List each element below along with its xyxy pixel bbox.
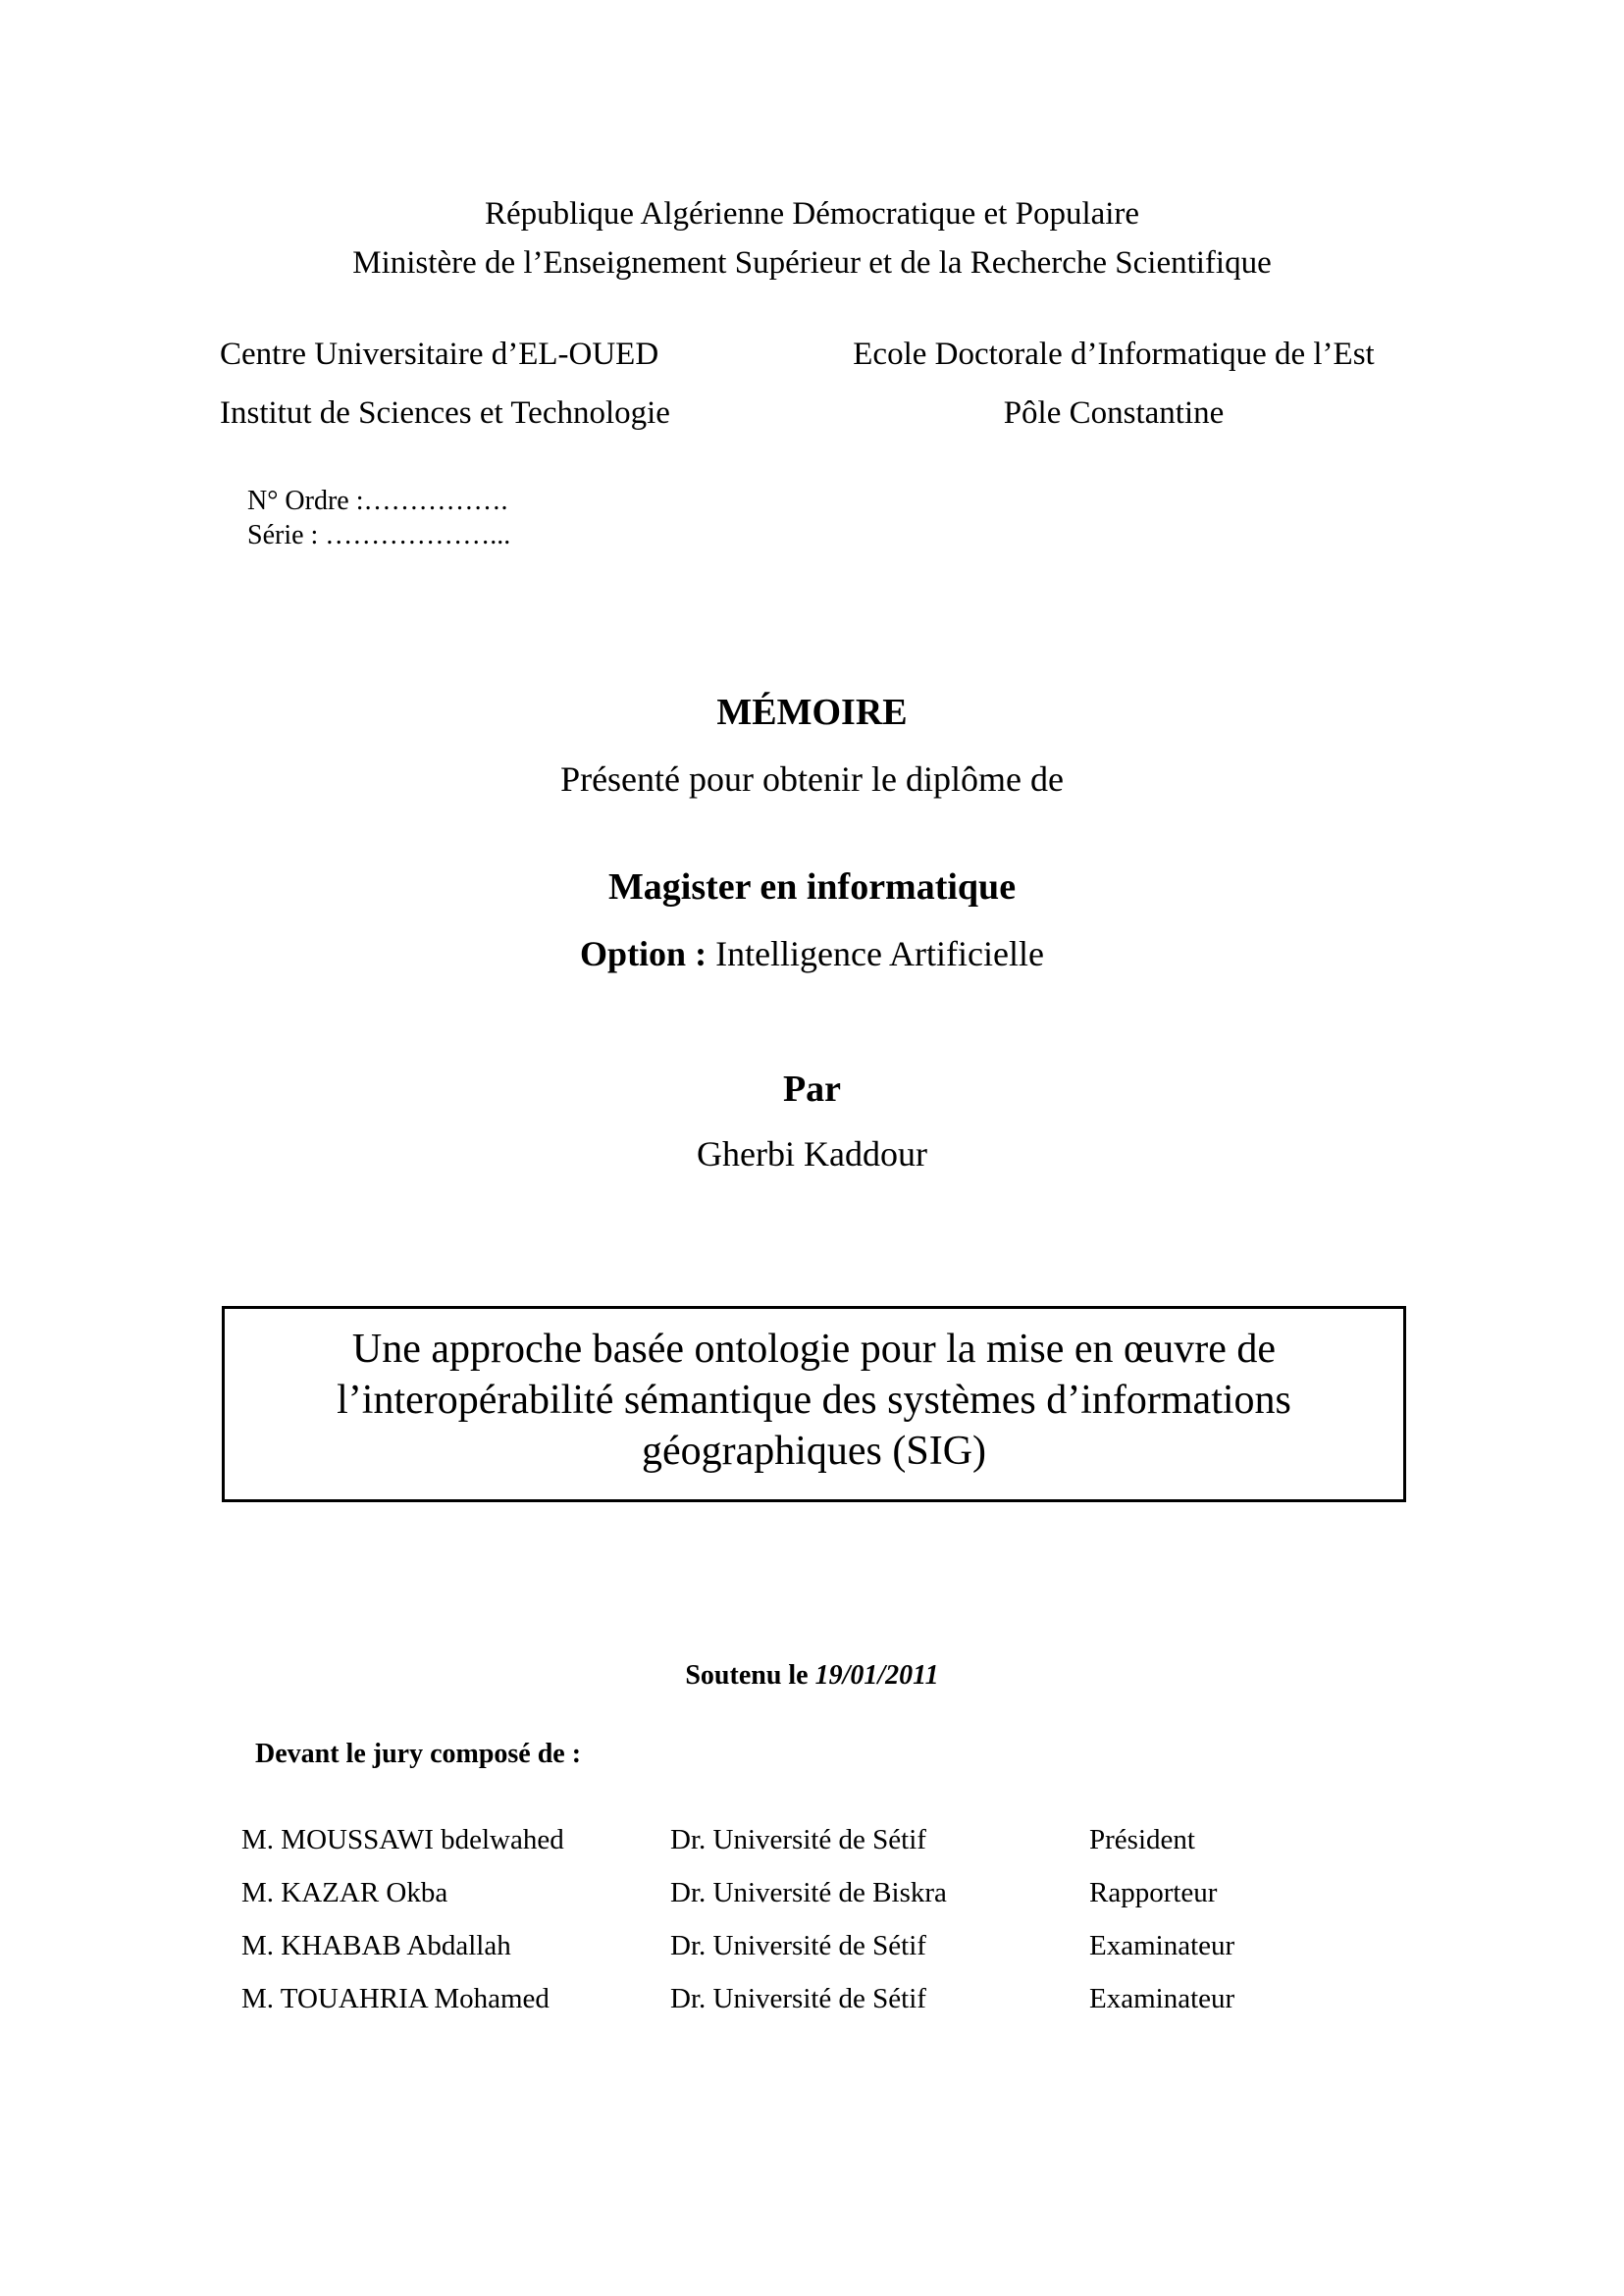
institution-pole: Pôle Constantine <box>1003 395 1225 431</box>
institution-centre: Centre Universitaire d’EL-OUED <box>220 337 659 372</box>
thesis-title-box <box>222 1306 1406 1502</box>
author-name: Gherbi Kaddour <box>697 1134 927 1174</box>
option-line <box>0 933 1624 974</box>
jury-member-role: Examinateur <box>1089 1983 1235 2014</box>
order-number: N° Ordre :……………. <box>247 486 508 516</box>
defense-date-line <box>0 1660 1624 1692</box>
by-label: Par <box>782 1069 842 1110</box>
jury-member-name: M. KAZAR Okba <box>241 1877 448 1908</box>
header-ministry: Ministère de l’Enseignement Supérieur et de la Recherche Scientifique <box>352 245 1272 281</box>
institution-institut: Institut de Sciences et Technologie <box>220 395 670 431</box>
thesis-title-line-2: l’interopérabilité sémantique des systèmes d’informations <box>337 1378 1291 1423</box>
jury-member-role: Rapporteur <box>1089 1877 1218 1908</box>
institution-ecole-doctorale: Ecole Doctorale d’Informatique de l’Est <box>853 337 1375 372</box>
thesis-title-line-3: géographiques (SIG) <box>641 1429 987 1474</box>
jury-member-name: M. KHABAB Abdallah <box>241 1930 511 1961</box>
option-label: Option : <box>580 934 707 973</box>
jury-member-affiliation: Dr. Université de Biskra <box>670 1877 947 1908</box>
document-type-heading: MÉMOIRE <box>716 692 908 733</box>
jury-member-name: M. TOUAHRIA Mohamed <box>241 1983 550 2014</box>
series-number: Série : ………………... <box>247 520 511 550</box>
defense-date: 19/01/2011 <box>814 1660 939 1691</box>
jury-member-affiliation: Dr. Université de Sétif <box>670 1983 926 2014</box>
jury-member-affiliation: Dr. Université de Sétif <box>670 1824 926 1855</box>
jury-member-name: M. MOUSSAWI bdelwahed <box>241 1824 564 1855</box>
option-value: Intelligence Artificielle <box>707 934 1044 973</box>
jury-member-role: Examinateur <box>1089 1930 1235 1961</box>
jury-intro: Devant le jury composé de : <box>255 1739 582 1769</box>
jury-member-affiliation: Dr. Université de Sétif <box>670 1930 926 1961</box>
thesis-title-line-1: Une approche basée ontologie pour la mise en œuvre de <box>351 1327 1277 1372</box>
presented-for-text: Présenté pour obtenir le diplôme de <box>560 759 1064 799</box>
defense-label: Soutenu le <box>685 1660 815 1691</box>
degree-title: Magister en informatique <box>607 866 1017 908</box>
header-republic: République Algérienne Démocratique et Populaire <box>484 196 1140 232</box>
jury-member-role: Président <box>1089 1824 1195 1855</box>
